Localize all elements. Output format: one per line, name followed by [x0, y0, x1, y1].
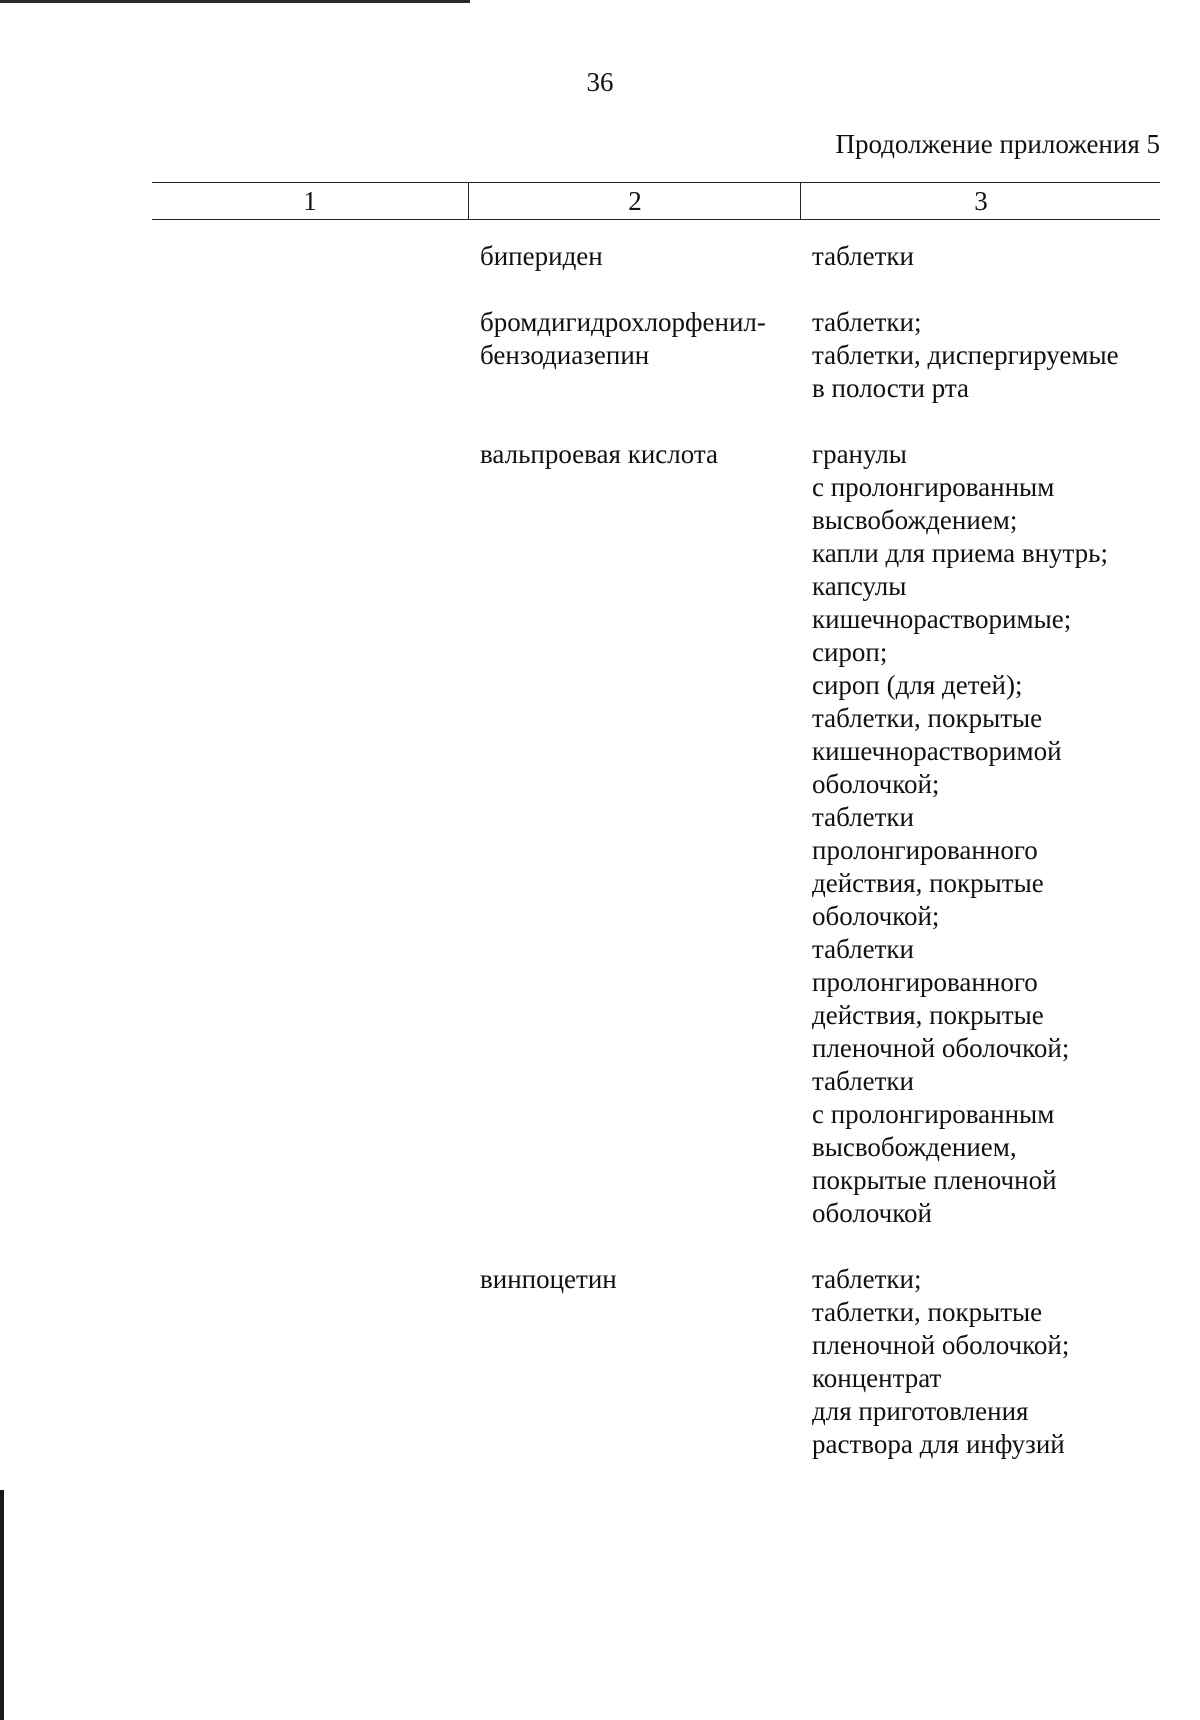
- dosage-form-line: с пролонгированным: [812, 472, 1055, 502]
- dosage-form-line: высвобождением,: [812, 1132, 1017, 1162]
- drug-name-cell: [480, 1263, 812, 1461]
- dosage-form-cell: [812, 438, 1160, 1230]
- dosage-form-line: сироп;: [812, 637, 888, 667]
- dosage-form-line: кишечнорастворимые;: [812, 604, 1072, 634]
- group-cell: [152, 240, 480, 273]
- dosage-form-cell: [812, 1263, 1160, 1461]
- dosage-form-line: оболочкой;: [812, 769, 940, 799]
- group-cell: [152, 1263, 480, 1461]
- dosage-form-line: высвобождением;: [812, 505, 1018, 535]
- group-cell: [152, 306, 480, 405]
- drug-name-line: бромдигидрохлорфенил-: [480, 307, 766, 337]
- dosage-form-line: таблетки: [812, 934, 915, 964]
- dosage-form-line: таблетки, покрытые: [812, 703, 1043, 733]
- dosage-form-line: для приготовления: [812, 1396, 1029, 1426]
- dosage-form-line: таблетки, диспергируемые: [812, 340, 1119, 370]
- dosage-form-line: таблетки;: [812, 1264, 922, 1294]
- group-cell: [152, 438, 480, 1230]
- dosage-form-line: пролонгированного: [812, 835, 1038, 865]
- dosage-form-line: в полости рта: [812, 373, 969, 403]
- dosage-form-line: покрытые пленочной: [812, 1165, 1057, 1195]
- dosage-form-line: капсулы: [812, 571, 907, 601]
- table-header: [152, 182, 1160, 220]
- dosage-form-line: оболочкой: [812, 1198, 932, 1228]
- dosage-form-line: с пролонгированным: [812, 1099, 1055, 1129]
- dosage-form-line: оболочкой;: [812, 901, 940, 931]
- table-row: [152, 438, 1160, 1230]
- dosage-form-line: таблетки, покрытые: [812, 1297, 1043, 1327]
- header-column-2: 2: [468, 183, 801, 219]
- table-row: [152, 306, 1160, 405]
- drug-name-line: бипериден: [480, 241, 603, 271]
- scan-edge-top: [0, 0, 470, 3]
- page-number: 36: [586, 67, 614, 97]
- table-row: [152, 240, 1160, 273]
- dosage-form-line: таблетки: [812, 802, 915, 832]
- dosage-form-line: раствора для инфузий: [812, 1429, 1065, 1459]
- dosage-form-line: таблетки: [812, 1066, 915, 1096]
- drug-name-line: бензодиазепин: [480, 340, 650, 370]
- dosage-form-line: пленочной оболочкой;: [812, 1330, 1070, 1360]
- dosage-form-line: капли для приема внутрь;: [812, 538, 1108, 568]
- dosage-form-cell: [812, 306, 1160, 405]
- scan-edge-left: [0, 1490, 4, 1720]
- table-row: [152, 1263, 1160, 1461]
- dosage-form-line: пролонгированного: [812, 967, 1038, 997]
- dosage-form-line: действия, покрытые: [812, 1000, 1044, 1030]
- table-body: [152, 240, 1160, 1494]
- dosage-form-line: кишечнорастворимой: [812, 736, 1062, 766]
- dosage-form-cell: [812, 240, 1160, 273]
- continuation-label: Продолжение приложения 5: [835, 129, 1160, 159]
- drug-name-line: вальпроевая кислота: [480, 439, 718, 469]
- drug-name-cell: [480, 438, 812, 1230]
- dosage-form-line: сироп (для детей);: [812, 670, 1023, 700]
- dosage-form-line: пленочной оболочкой;: [812, 1033, 1070, 1063]
- dosage-form-line: таблетки;: [812, 307, 922, 337]
- drug-name-line: винпоцетин: [480, 1264, 617, 1294]
- drug-name-cell: [480, 306, 812, 405]
- dosage-form-line: таблетки: [812, 241, 915, 271]
- dosage-form-line: гранулы: [812, 439, 907, 469]
- header-column-1: 1: [303, 186, 317, 216]
- drug-name-cell: [480, 240, 812, 273]
- header-column-3: 3: [800, 183, 1161, 219]
- dosage-form-line: действия, покрытые: [812, 868, 1044, 898]
- dosage-form-line: концентрат: [812, 1363, 942, 1393]
